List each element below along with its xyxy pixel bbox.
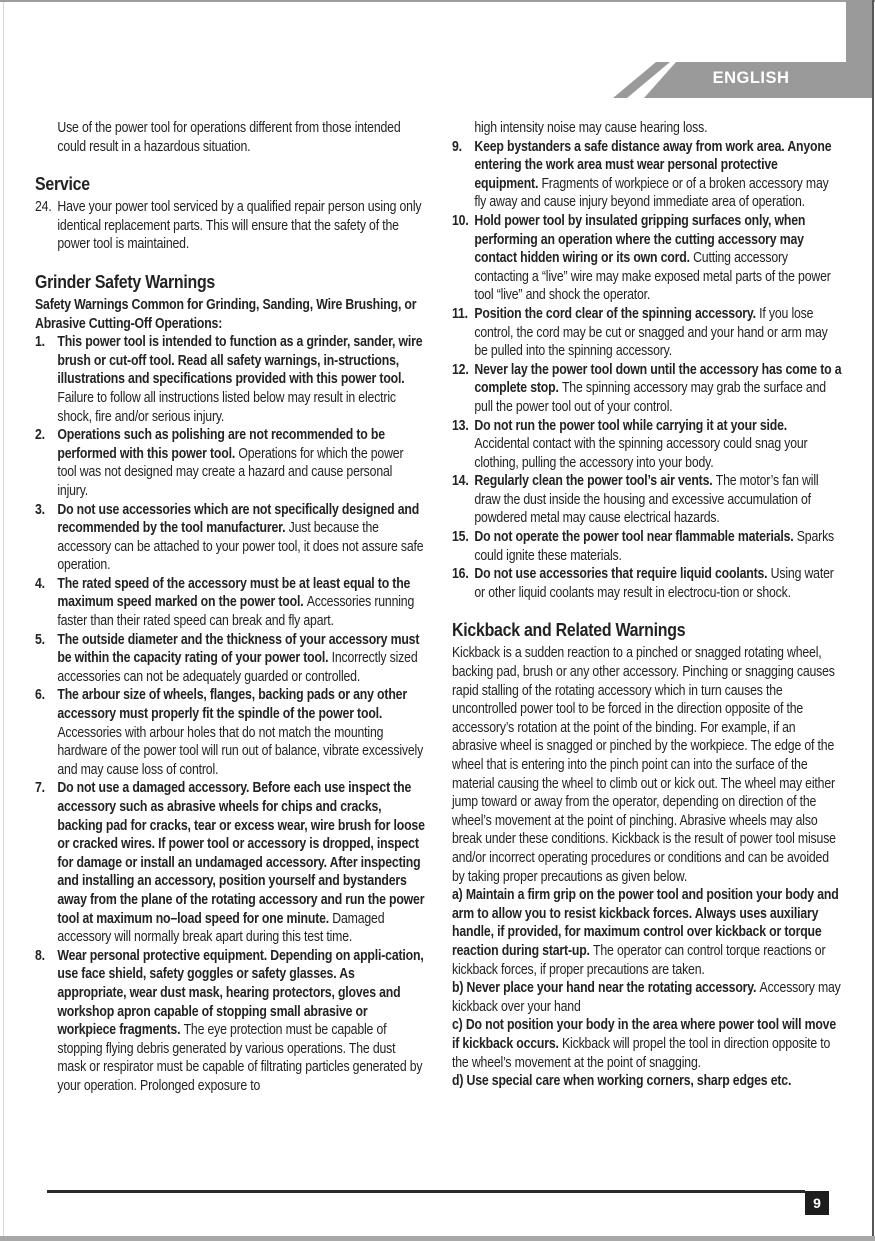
item-text: Position the cord clear of the spinning accessory. If you lose control, the cord may be cut or snagged and your hand or arm may be pulled into the spinning accessory.	[474, 305, 828, 360]
item-text: Do not use accessories which are not specifically designed and recommended by the tool manufacturer. Just because the accessory can be attached to your power tool, it does not assure safe operation.	[57, 501, 424, 574]
footer-rule	[47, 1190, 805, 1193]
item-number: 16.	[452, 566, 469, 583]
item-text: Never lay the power tool down until the accessory has come to a complete stop. The spinning accessory may grab the surface and pull the power tool out of your control.	[474, 361, 842, 415]
list-item-5	[35, 631, 425, 687]
paragraph: high intensity noise may cause hearing loss.	[474, 120, 708, 136]
item-text: Hold power tool by insulated gripping surfaces only, when performing an operation where the cutting accessory may contact hidden wiring or its own cord. Cutting accessory contacting a “live” wire may make exposed metal parts of the power tool “live” and shock the operator.	[474, 212, 831, 304]
paragraph: c) Do not position your body in the area where power tool will move if kickback occurs. Kickback will propel the tool in direction opposite to the wheel’s movement at the point of snagging.	[452, 1017, 837, 1071]
left-column	[35, 119, 425, 1096]
item-number: 24.	[35, 199, 52, 216]
list-item-1	[35, 333, 425, 426]
item-number: 10.	[452, 212, 469, 229]
list-item-13	[452, 417, 842, 473]
section-heading: Service	[35, 173, 90, 195]
sub-heading: Safety Warnings Common for Grinding, Sanding, Wire Brushing, or Abrasive Cutting-Off Operations:	[35, 296, 417, 332]
item-number: 8.	[35, 947, 45, 964]
paragraph: Use of the power tool for operations different from those intended could result in a hazardous situation.	[57, 120, 401, 155]
item-number: 12.	[452, 361, 469, 378]
item-number: 6.	[35, 687, 45, 704]
paragraph: Kickback is a sudden reaction to a pinched or snagged rotating wheel, backing pad, brush or any other accessory. Pinching or snagging causes rapid stalling of the rotating accessory which in turn causes the uncontrolled power tool to be forced in the direction opposite of the accessory’s rotation at the point of the binding. For example, if an abrasive wheel is snagged or pinched by the workpiece. The edge of the wheel that is entering into the pinch point can into the surface of the material causing the wheel to climb out or kick out. The wheel may either jump toward or away from the operator, depending on direction of the wheel’s movement at the point of pinching. Abrasive wheels may also break under these conditions. Kickback is the result of power tool misuse and/or incorrect operating procedures or conditions and can be avoided by taking proper precautions as given below.	[452, 645, 836, 885]
list-item-15	[452, 528, 842, 565]
item-number: 4.	[35, 575, 45, 592]
item-number: 11.	[452, 305, 468, 322]
item-number: 15.	[452, 529, 469, 546]
list-item-3	[35, 501, 425, 575]
item-text: Have your power tool serviced by a qualified repair person using only identical replacement parts. This will ensure that the safety of the power tool is maintained.	[57, 199, 422, 253]
item-number: 9.	[452, 138, 462, 155]
item-text: Wear personal protective equipment. Depending on appli-cation, use face shield, safety goggles or safety glasses. As appropriate, wear dust mask, hearing protectors, gloves and workshop apron capable of stopping small abrasive or workpiece fragments. The eye protection must be capable of stopping flying debris generated by various operations. The dust mask or respirator must be capable of filtrating particles generated by your operation. Prolonged exposure to	[57, 947, 424, 1094]
paragraph: d) Use special care when working corners, sharp edges etc.	[452, 1073, 792, 1090]
right-column	[452, 119, 842, 1091]
language-banner-shape	[0, 0, 875, 110]
item-number: 14.	[452, 473, 469, 490]
item-text: Keep bystanders a safe distance away from work area. Anyone entering the work area must wear personal protective equipment. Fragments of workpiece or of a broken accessory may fly away and cause injury beyond immediate area of operation.	[474, 138, 832, 211]
list-item-16	[452, 565, 842, 602]
item-number: 1.	[35, 334, 45, 351]
list-item-2	[35, 426, 425, 500]
item-number: 3.	[35, 501, 45, 518]
item-text: Operations such as polishing are not recommended to be performed with this power tool. Operations for which the power tool was not designed may create a hazard and cause personal injury.	[57, 427, 404, 499]
paragraph: a) Maintain a firm grip on the power tool and position your body and arm to allow you to resist kickback forces. Always uses auxiliary handle, if provided, for maximum control over kickback or torque reaction during start-up. The operator can control torque reactions or kickback forces, if proper precautions are taken.	[452, 887, 839, 978]
list-item-8	[35, 947, 425, 1096]
list-item-10	[452, 212, 842, 305]
item-number: 13.	[452, 417, 469, 434]
language-tab-label: ENGLISH	[712, 69, 790, 87]
item-text: This power tool is intended to function as a grinder, sander, wire brush or cut-off tool. Read all safety warnings, in-structions, illustrations and specifications provided with this power tool. Failure to follow all instructions listed below may result in electric shock, fire and/or serious injury.	[57, 334, 423, 425]
list-item-11	[452, 305, 842, 361]
item-text: Do not operate the power tool near flammable materials. Sparks could ignite these materials.	[474, 529, 835, 564]
list-item-4	[35, 575, 425, 631]
list-item-14	[452, 472, 842, 528]
item-text: The rated speed of the accessory must be at least equal to the maximum speed marked on the power tool. Accessories running faster than their rated speed can break and fly apart.	[57, 575, 415, 630]
item-number: 5.	[35, 631, 45, 648]
page-edge-right	[872, 0, 874, 1241]
paragraph: b) Never place your hand near the rotating accessory. Accessory may kickback over your hand	[452, 980, 841, 1015]
item-number: 2.	[35, 427, 45, 444]
list-item-9	[452, 138, 842, 212]
section-heading: Kickback and Related Warnings	[452, 619, 686, 641]
page-number: 9	[805, 1191, 829, 1215]
list-item-7	[35, 779, 425, 946]
list-item-6	[35, 686, 425, 779]
item-text: The outside diameter and the thickness of your accessory must be within the capacity rating of your power tool. Incorrectly sized accessories can not be adequately guarded or controlled.	[57, 631, 420, 685]
list-item-12	[452, 361, 842, 417]
section-heading: Grinder Safety Warnings	[35, 270, 216, 292]
item-text: Do not use accessories that require liquid coolants. Using water or other liquid coolants may result in electrocu-tion or shock.	[474, 566, 834, 601]
item-text: Do not use a damaged accessory. Before each use inspect the accessory such as abrasive wheels for chips and cracks, backing pad for cracks, tear or excess wear, wire brush for loose or cracked wires. If power tool or accessory is dropped, inspect for damage or install an undamaged accessory. After inspecting and installing an accessory, position yourself and bystanders away from the plane of the rotating accessory and run the power tool at maximum no–load speed for one minute. Damaged accessory will normally break apart during this test time.	[57, 780, 425, 946]
item-text: The arbour size of wheels, flanges, backing pads or any other accessory must properly fit the spindle of the power tool. Accessories with arbour holes that do not match the mounting hardware of the power tool will run out of balance, vibrate excessively and may cause loss of control.	[57, 687, 424, 778]
page-edge-bottom	[0, 1236, 875, 1241]
list-item-24	[35, 198, 425, 254]
item-text: Regularly clean the power tool’s air vents. The motor’s fan will draw the dust inside the housing and excessive accumulation of powdered metal may cause electrical hazards.	[474, 473, 819, 527]
item-number: 7.	[35, 780, 45, 797]
page-edge-left	[3, 2, 4, 1241]
item-text: Do not run the power tool while carrying it at your side. Accidental contact with the spinning accessory could snag your clothing, pulling the accessory into your body.	[474, 417, 808, 471]
